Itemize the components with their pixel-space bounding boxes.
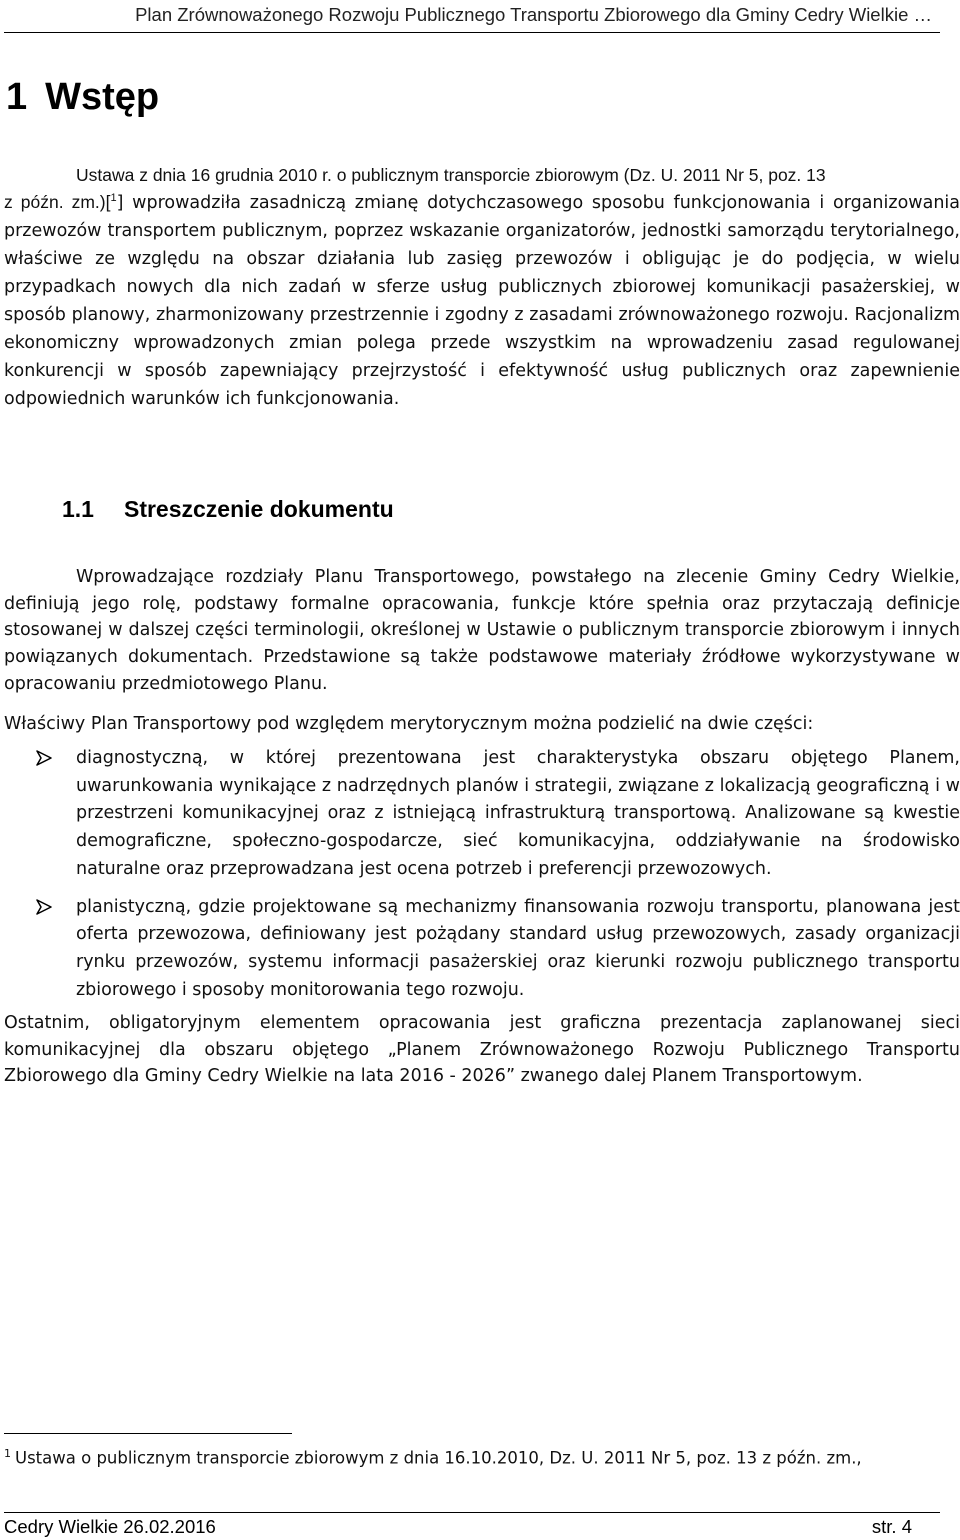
intro-line2-start: z późn. zm.)[ — [4, 192, 111, 212]
list-item — [4, 744, 960, 883]
list-item — [4, 893, 960, 1004]
summary-paragraph-1: Wprowadzające rozdziały Planu Transportowego, powstałego na zlecenie Gminy Cedry Wielkie, definiują jego rolę, podstawy formalne opracowania, funkcje które spełnia oraz przytaczają definicje stosowanej w dalszej części terminologii, określonej w Ustawie o publicznym transporcie zbiorowym i innych powiązanych dokumentach. Przedstawione są także podstawowe materiały źródłowe wykorzystywane w opracowaniu przedmiotowego Planu. — [4, 567, 960, 694]
footnote — [4, 1442, 862, 1471]
footnote-rule — [4, 1433, 292, 1434]
arrow-bullet-icon — [36, 750, 52, 766]
running-header: Plan Zrównoważonego Rozwoju Publicznego Transportu Zbiorowego dla Gminy Cedry Wielkie … — [135, 4, 932, 25]
header-rule — [4, 32, 940, 33]
intro-paragraph — [4, 162, 960, 413]
list-item-text: diagnostyczną, w której prezentowana jest charakterystyka obszaru objętego Planem, uwarunkowania wynikające z nadrzędnych planów i strategii, związane z lokalizacją geograficzną i w przestrzeni komunikacyjnej oraz z istniejącą infrastrukturą transportową. Analizowane są kwestie demograficzne, społeczno-gospodarcze, sieć komunikacyjna, oddziaływanie na środowisko naturalne oraz przeprowadzana jest ocena potrzeb i preferencji przewozowych. — [76, 748, 960, 879]
footnote-text: Ustawa o publicznym transporcie zbiorowym z dnia 16.10.2010, Dz. U. 2011 Nr 5, poz. 13 z późn. zm., — [15, 1448, 862, 1468]
subsection-heading — [62, 494, 394, 524]
footer-date: Cedry Wielkie 26.02.2016 — [4, 1516, 216, 1537]
intro-first-line: Ustawa z dnia 16 grudnia 2010 r. o publicznym transporcie zbiorowym (Dz. U. 2011 Nr 5, poz. 13 — [76, 165, 826, 185]
section-heading — [6, 74, 159, 120]
footer-rule — [4, 1512, 940, 1513]
footnote-reference[interactable]: 1 — [110, 192, 117, 205]
section-number: 1 — [6, 76, 28, 118]
subsection-number: 1.1 — [62, 496, 94, 522]
arrow-bullet-icon — [36, 899, 52, 915]
footnote-number: 1 — [4, 1447, 11, 1460]
summary-paragraph-3: Ostatnim, obligatoryjnym elementem opracowania jest graficzna prezentacja zaplanowanej sieci komunikacyjnej dla obszaru objętego „Planem Zrównoważonego Rozwoju Publicznego Transportu Zbiorowego dla Gminy Cedry Wielkie na lata 2016 - 2026” zwanego dalej Planem Transportowym. — [4, 1013, 960, 1087]
parts-list — [4, 744, 960, 1003]
list-item-text: planistyczną, gdzie projektowane są mechanizmy finansowania rozwoju transportu, planowana jest oferta przewozowa, definiowany jest pożądany standard usług przewozowych, zasady organizacji rynku przewozów, systemu informacji pasażerskiej oraz kierunki rozwoju publicznego transportu zbiorowego i sposoby monitorowania tego rozwoju. — [76, 896, 960, 1000]
section-title: Wstęp — [45, 76, 160, 118]
subsection-title: Streszczenie dokumentu — [123, 496, 394, 522]
summary-paragraph-2: Właściwy Plan Transportowy pod względem merytorycznym można podzielić na dwie części: — [4, 714, 814, 734]
intro-body: ] wprowadziła zasadniczą zmianę dotychczasowego sposobu funkcjonowania i organizowania przewozów transportem publicznym, poprzez wskazanie organizatorów, jednostki samorządu terytorialnego, właściwe ze względu na obszar działania lub zasięg przewozów i obligując je do podjęcia, w wielu przypadkach nowych dla nich zadań w sferze usług publicznych zbiorowej komunikacji pasażerskiej, w sposób planowy, zharmonizowany przestrzennie i zgodny z zasadami zrównoważonego rozwoju. Racjonalizm ekonomiczny wprowadzonych zmian polega przede wszystkim na wprowadzeniu zasad regulowanej konkurencji w sposób zapewniający przejrzystość i efektywność usług publicznych oraz zapewnienie odpowiednich warunków ich funkcjonowania. — [4, 193, 960, 409]
page-number: str. 4 — [871, 1516, 912, 1537]
